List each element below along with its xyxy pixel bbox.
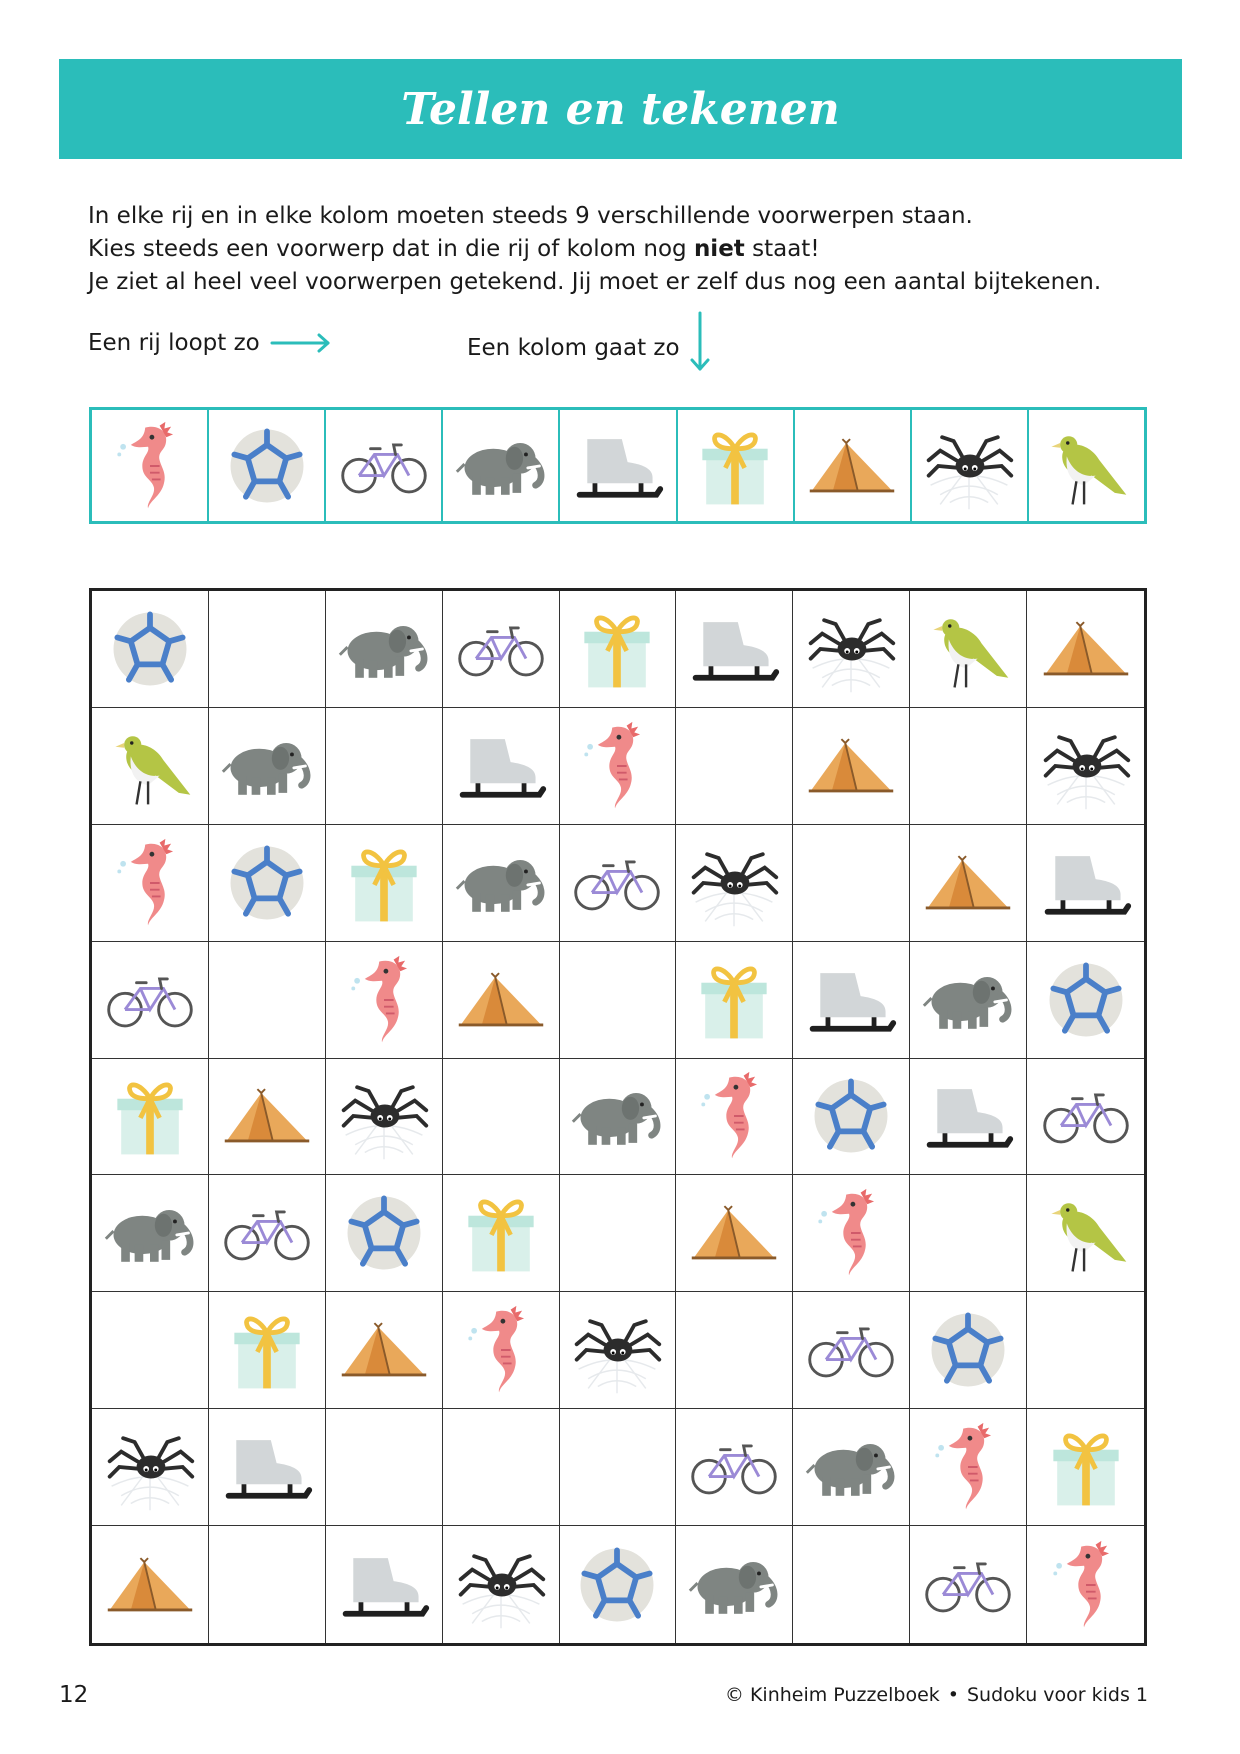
grid-cell-elephant bbox=[209, 708, 326, 825]
elephant-icon bbox=[686, 1537, 782, 1633]
elephant-icon bbox=[219, 718, 315, 814]
empty-grid-cell bbox=[443, 1409, 560, 1526]
grid-cell-gift bbox=[92, 1059, 209, 1176]
empty-grid-cell bbox=[560, 1175, 677, 1292]
grid-cell-bicycle bbox=[793, 1292, 910, 1409]
grid-cell-elephant bbox=[92, 1175, 209, 1292]
gift-icon bbox=[686, 952, 782, 1048]
instructions bbox=[88, 200, 1188, 299]
tent-icon bbox=[219, 1068, 315, 1164]
grid-cell-spider bbox=[676, 825, 793, 942]
gift-icon bbox=[1038, 1419, 1134, 1515]
grid-cell-elephant bbox=[793, 1409, 910, 1526]
grid-cell-bicycle bbox=[910, 1526, 1027, 1643]
skate-icon bbox=[1038, 835, 1134, 931]
grid-cell-spider bbox=[92, 1409, 209, 1526]
grid-cell-skate bbox=[910, 1059, 1027, 1176]
row-direction-hint bbox=[88, 330, 332, 356]
empty-grid-cell bbox=[443, 1059, 560, 1176]
gift-icon bbox=[102, 1068, 198, 1164]
grid-cell-gift bbox=[443, 1175, 560, 1292]
bicycle-icon bbox=[102, 952, 198, 1048]
seahorse-icon bbox=[102, 835, 198, 931]
bicycle-icon bbox=[336, 418, 432, 514]
seahorse-icon bbox=[803, 1185, 899, 1281]
spider-icon bbox=[453, 1537, 549, 1633]
skate-icon bbox=[453, 718, 549, 814]
gift-icon bbox=[219, 1302, 315, 1398]
bird-icon bbox=[102, 718, 198, 814]
ball-icon bbox=[219, 418, 315, 514]
seahorse-icon bbox=[102, 418, 198, 514]
grid-cell-seahorse bbox=[1027, 1526, 1144, 1643]
gift-icon bbox=[569, 601, 665, 697]
seahorse-icon bbox=[1038, 1537, 1134, 1633]
tent-icon bbox=[803, 718, 899, 814]
tent-icon bbox=[453, 952, 549, 1048]
grid-cell-seahorse bbox=[910, 1409, 1027, 1526]
bicycle-icon bbox=[686, 1419, 782, 1515]
tent-icon bbox=[804, 418, 900, 514]
grid-cell-ball bbox=[92, 591, 209, 708]
title-banner bbox=[59, 59, 1182, 159]
skate-icon bbox=[570, 418, 666, 514]
grid-cell-spider bbox=[443, 1526, 560, 1643]
ball-icon bbox=[102, 601, 198, 697]
grid-cell-seahorse bbox=[443, 1292, 560, 1409]
grid-cell-skate bbox=[1027, 825, 1144, 942]
grid-cell-skate bbox=[326, 1526, 443, 1643]
column-direction-hint bbox=[467, 312, 712, 372]
empty-grid-cell bbox=[92, 1292, 209, 1409]
grid-cell-gift bbox=[560, 591, 677, 708]
grid-cell-elephant bbox=[326, 591, 443, 708]
grid-cell-spider bbox=[1027, 708, 1144, 825]
grid-cell-gift bbox=[209, 1292, 326, 1409]
grid-cell-ball bbox=[209, 825, 326, 942]
grid-cell-tent bbox=[910, 825, 1027, 942]
legend-cell-seahorse bbox=[92, 410, 209, 521]
footer bbox=[725, 1684, 1148, 1706]
grid-cell-tent bbox=[443, 942, 560, 1059]
grid-cell-bicycle bbox=[209, 1175, 326, 1292]
arrow-down-icon bbox=[688, 311, 712, 373]
grid-cell-skate bbox=[676, 591, 793, 708]
empty-grid-cell bbox=[1027, 1292, 1144, 1409]
grid-cell-tent bbox=[793, 708, 910, 825]
legend-cell-bicycle bbox=[326, 410, 443, 521]
skate-icon bbox=[803, 952, 899, 1048]
spider-icon bbox=[686, 835, 782, 931]
gift-icon bbox=[453, 1185, 549, 1281]
grid-cell-spider bbox=[326, 1059, 443, 1176]
skate-icon bbox=[336, 1537, 432, 1633]
empty-grid-cell bbox=[209, 1526, 326, 1643]
empty-grid-cell bbox=[910, 1175, 1027, 1292]
legend-cell-bird bbox=[1029, 410, 1144, 521]
grid-cell-ball bbox=[1027, 942, 1144, 1059]
elephant-icon bbox=[102, 1185, 198, 1281]
seahorse-icon bbox=[569, 718, 665, 814]
instruction-line-2 bbox=[88, 233, 1188, 266]
seahorse-icon bbox=[336, 952, 432, 1048]
bicycle-icon bbox=[569, 835, 665, 931]
bird-icon bbox=[1038, 418, 1134, 514]
page-number: 12 bbox=[59, 1682, 89, 1708]
skate-icon bbox=[219, 1419, 315, 1515]
gift-icon bbox=[336, 835, 432, 931]
elephant-icon bbox=[920, 952, 1016, 1048]
grid-cell-gift bbox=[1027, 1409, 1144, 1526]
grid-cell-ball bbox=[793, 1059, 910, 1176]
ball-icon bbox=[803, 1068, 899, 1164]
grid-cell-spider bbox=[793, 591, 910, 708]
legend-cell-skate bbox=[560, 410, 677, 521]
grid-cell-ball bbox=[326, 1175, 443, 1292]
tent-icon bbox=[336, 1302, 432, 1398]
spider-icon bbox=[803, 601, 899, 697]
empty-grid-cell bbox=[676, 1292, 793, 1409]
ball-icon bbox=[569, 1537, 665, 1633]
grid-cell-ball bbox=[560, 1526, 677, 1643]
grid-cell-elephant bbox=[443, 825, 560, 942]
ball-icon bbox=[1038, 952, 1134, 1048]
elephant-icon bbox=[569, 1068, 665, 1164]
sudoku-grid bbox=[89, 588, 1147, 1646]
skate-icon bbox=[686, 601, 782, 697]
elephant-icon bbox=[453, 835, 549, 931]
grid-cell-gift bbox=[676, 942, 793, 1059]
legend-cell-gift bbox=[678, 410, 795, 521]
grid-cell-elephant bbox=[560, 1059, 677, 1176]
grid-cell-elephant bbox=[676, 1526, 793, 1643]
seahorse-icon bbox=[920, 1419, 1016, 1515]
bicycle-icon bbox=[219, 1185, 315, 1281]
spider-icon bbox=[921, 418, 1017, 514]
empty-grid-cell bbox=[209, 942, 326, 1059]
legend-cell-spider bbox=[912, 410, 1029, 521]
grid-cell-seahorse bbox=[326, 942, 443, 1059]
spider-icon bbox=[1038, 718, 1134, 814]
footer-separator: • bbox=[947, 1684, 959, 1706]
empty-grid-cell bbox=[676, 708, 793, 825]
column-direction-label: Een kolom gaat zo bbox=[467, 335, 680, 361]
grid-cell-gift bbox=[326, 825, 443, 942]
bicycle-icon bbox=[453, 601, 549, 697]
grid-cell-seahorse bbox=[793, 1175, 910, 1292]
grid-cell-elephant bbox=[910, 942, 1027, 1059]
grid-cell-ball bbox=[910, 1292, 1027, 1409]
bicycle-icon bbox=[920, 1537, 1016, 1633]
elephant-icon bbox=[336, 601, 432, 697]
grid-cell-tent bbox=[676, 1175, 793, 1292]
bird-icon bbox=[920, 601, 1016, 697]
grid-cell-bird bbox=[92, 708, 209, 825]
spider-icon bbox=[336, 1068, 432, 1164]
instruction-text: Kies steeds een voorwerp dat in die rij of kolom nog bbox=[88, 236, 687, 262]
arrow-right-icon bbox=[270, 333, 332, 353]
bird-icon bbox=[1038, 1185, 1134, 1281]
grid-cell-bicycle bbox=[443, 591, 560, 708]
grid-cell-bicycle bbox=[676, 1409, 793, 1526]
ball-icon bbox=[336, 1185, 432, 1281]
object-legend bbox=[89, 407, 1147, 524]
empty-grid-cell bbox=[910, 708, 1027, 825]
legend-cell-ball bbox=[209, 410, 326, 521]
empty-grid-cell bbox=[560, 942, 677, 1059]
grid-cell-skate bbox=[443, 708, 560, 825]
ball-icon bbox=[920, 1302, 1016, 1398]
grid-cell-bird bbox=[1027, 1175, 1144, 1292]
grid-cell-bicycle bbox=[92, 942, 209, 1059]
grid-cell-seahorse bbox=[560, 708, 677, 825]
grid-cell-seahorse bbox=[676, 1059, 793, 1176]
instruction-line-3: Je ziet al heel veel voorwerpen getekend. Jij moet er zelf dus nog een aantal bijtekenen. bbox=[88, 269, 1102, 295]
grid-cell-tent bbox=[92, 1526, 209, 1643]
grid-cell-skate bbox=[209, 1409, 326, 1526]
page-title: Tellen en tekenen bbox=[401, 83, 840, 135]
elephant-icon bbox=[453, 418, 549, 514]
bicycle-icon bbox=[1038, 1068, 1134, 1164]
footer-copyright: © Kinheim Puzzelboek bbox=[724, 1684, 940, 1706]
legend-cell-elephant bbox=[443, 410, 560, 521]
skate-icon bbox=[920, 1068, 1016, 1164]
legend-cell-tent bbox=[795, 410, 912, 521]
instruction-line-1: In elke rij en in elke kolom moeten steeds 9 verschillende voorwerpen staan. bbox=[88, 203, 973, 229]
grid-cell-spider bbox=[560, 1292, 677, 1409]
grid-cell-tent bbox=[209, 1059, 326, 1176]
seahorse-icon bbox=[453, 1302, 549, 1398]
instruction-text: staat! bbox=[752, 236, 820, 262]
instruction-emphasis: niet bbox=[693, 236, 745, 262]
empty-grid-cell bbox=[793, 825, 910, 942]
empty-grid-cell bbox=[326, 708, 443, 825]
grid-cell-seahorse bbox=[92, 825, 209, 942]
gift-icon bbox=[687, 418, 783, 514]
grid-cell-skate bbox=[793, 942, 910, 1059]
ball-icon bbox=[219, 835, 315, 931]
tent-icon bbox=[1038, 601, 1134, 697]
empty-grid-cell bbox=[560, 1409, 677, 1526]
grid-cell-tent bbox=[326, 1292, 443, 1409]
bicycle-icon bbox=[803, 1302, 899, 1398]
tent-icon bbox=[102, 1537, 198, 1633]
grid-cell-tent bbox=[1027, 591, 1144, 708]
tent-icon bbox=[920, 835, 1016, 931]
footer-series: Sudoku voor kids 1 bbox=[966, 1684, 1148, 1706]
row-direction-label: Een rij loopt zo bbox=[88, 330, 260, 356]
spider-icon bbox=[102, 1419, 198, 1515]
elephant-icon bbox=[803, 1419, 899, 1515]
seahorse-icon bbox=[686, 1068, 782, 1164]
empty-grid-cell bbox=[209, 591, 326, 708]
grid-cell-bicycle bbox=[560, 825, 677, 942]
empty-grid-cell bbox=[326, 1409, 443, 1526]
empty-grid-cell bbox=[793, 1526, 910, 1643]
tent-icon bbox=[686, 1185, 782, 1281]
grid-cell-bird bbox=[910, 591, 1027, 708]
grid-cell-bicycle bbox=[1027, 1059, 1144, 1176]
spider-icon bbox=[569, 1302, 665, 1398]
